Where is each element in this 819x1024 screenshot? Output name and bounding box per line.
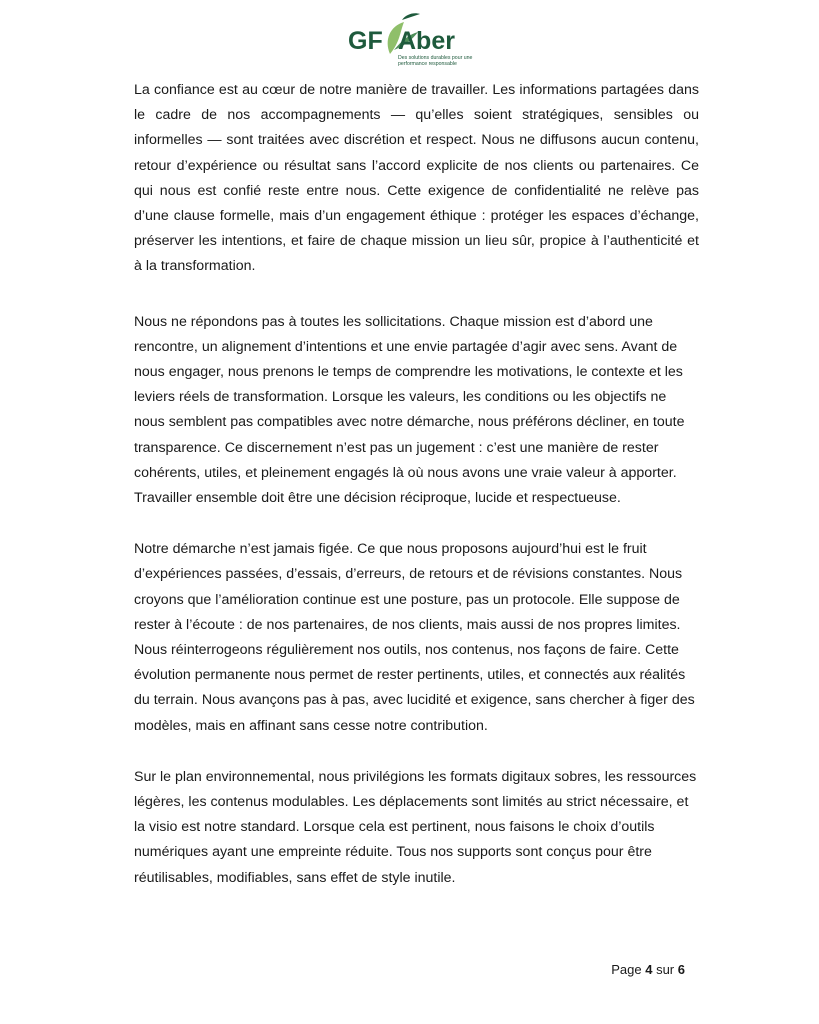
- page-number: [611, 962, 685, 977]
- paragraph-selectivity: Nous ne répondons pas à toutes les sollicitations. Chaque mission est d’abord une rencontre, un alignement d’intentions et une envie partagée d’agir avec sens. Avant de nous engager, nous prenons le temps de comprendre les motivations, le contexte et les leviers réels de transformation. Lorsque les valeurs, les conditions ou les objectifs ne nous semblent pas compatibles avec notre démarche, nous préférons décliner, en toute transparence. Ce discernement n’est pas un jugement : c’est une manière de rester cohérents, utiles, et pleinement engagés là où nous avons une vraie valeur à apporter. Travailler ensemble doit être une décision réciproque, lucide et respectueuse.: [134, 313, 685, 507]
- logo-brand-left: GF: [348, 27, 383, 55]
- document-body: [134, 78, 699, 891]
- current-page: 4: [645, 962, 653, 977]
- brand-logo: [344, 10, 476, 72]
- total-pages: 6: [677, 962, 685, 977]
- logo-tagline: Des solutions durables pour une performance responsable: [398, 55, 473, 67]
- logo-brand-right: Aber: [398, 27, 455, 55]
- page-word: Page: [611, 962, 642, 977]
- paragraph-continuous-improvement: Notre démarche n’est jamais figée. Ce que nous proposons aujourd’hui est le fruit d’expériences passées, d’essais, d’erreurs, de retours et de révisions constantes. Nous croyons que l’amélioration continue est une posture, pas un protocole. Elle suppose de rester à l’écoute : de nos partenaires, de nos clients, mais aussi de nos propres limites. Nous réinterrogeons régulièrement nos outils, nos contenus, nos façons de faire. Cette évolution permanente nous permet de rester pertinents, utiles, et connectés aux réalités du terrain. Nous avançons pas à pas, avec lucidité et exigence, sans chercher à figer des modèles, mais en affinant sans cesse notre contribution.: [134, 541, 695, 734]
- sur-word: sur: [656, 962, 675, 977]
- paragraph-environment: Sur le plan environnemental, nous privilégions les formats digitaux sobres, les ressources légères, les contenus modulables. Les déplacements sont limités au strict nécessaire, et la visio est notre standard. Lorsque cela est pertinent, nous faisons le choix d’outils numériques ayant une empreinte réduite. Tous nos supports sont conçus pour être réutilisables, modifiables, sans effet de style inutile.: [134, 768, 697, 886]
- paragraph-confidentiality: La confiance est au cœur de notre manière de travailler. Les informations partagées dans le cadre de nos accompagnements — qu’elles soient stratégiques, sensibles ou informelles — sont traitées avec discrétion et respect. Nous ne diffusons aucun contenu, retour d’expérience ou résultat sans l’accord explicite de nos clients ou partenaires. Ce qui nous est confié reste entre nous. Cette exigence de confidentialité ne relève pas d’une clause formelle, mais d’un engagement éthique : protéger les espaces d’échange, préserver les intentions, et faire de chaque mission un lieu sûr, propice à l’authenticité et à la transformation.: [134, 82, 699, 275]
